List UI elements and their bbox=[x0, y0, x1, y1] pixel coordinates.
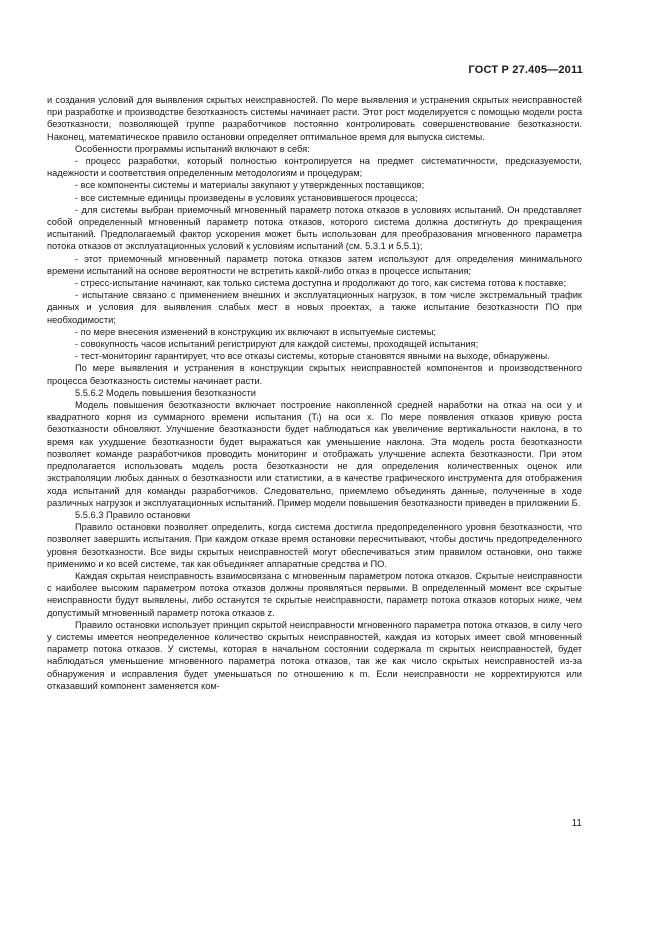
document-code: ГОСТ Р 27.405—2011 bbox=[468, 64, 583, 76]
section-heading: 5.5.6.3 Правило остановки bbox=[75, 509, 191, 520]
paragraph: Особенности программы испытаний включают в себя: bbox=[75, 143, 310, 154]
section-heading: 5.5.6.2 Модель повышения безотказности bbox=[75, 387, 256, 398]
paragraph: - тест-мониторинг гарантирует, что все отказы системы, которые становятся явными на выходе, обнаружены. bbox=[75, 351, 550, 362]
paragraph: Правило остановки позволяет определить, когда система достигла предопределенного уровня безотказности, что позволяет завершить испытания. При каждом отказе время остановки пересчитывают, чтобы достичь предопределенного уровня безотказности. Все виды скрытых неисправностей могут обеспечиваться этим правилом остановки, оно также применимо и ко всей системе, так как объединяет аппаратные средства и ПО. bbox=[47, 522, 582, 569]
page-body bbox=[47, 94, 582, 692]
page-number: 11 bbox=[571, 818, 582, 829]
paragraph: - совокупность часов испытаний регистрируют для каждой системы, проходящей испытания; bbox=[75, 339, 479, 350]
paragraph: - этот приемочный мгновенный параметр потока отказов затем используют для определения минимального времени испытаний на основе вероятности не встретить какой-либо отказ в процессе испытания; bbox=[47, 253, 582, 276]
paragraph: - процесс разработки, который полностью контролируется на предмет систематичности, предсказуемости, надежности и соответствия определенным методологиям и процедурам; bbox=[47, 156, 582, 179]
paragraph: - испытание связано с применением внешних и эксплуатационных нагрузок, в том числе экстремальный трафик данных и условия для выявления слабых мест в новых проектах, а также испытание безотказности ПО при необходимости; bbox=[47, 290, 582, 325]
paragraph: - для системы выбран приемочный мгновенный параметр потока отказов в условиях испытаний. Он представляет собой определенный мгновенный параметр потока отказов, которого система должна достигнуть до прекращения испытаний. Предполагаемый фактор ускорения может быть использован для преобразования мгновенного параметра потока отказов от эксплуатационных условий к условиям испытаний (см. 5.3.1 и 5.5.1); bbox=[47, 204, 582, 252]
paragraph: Правило остановки использует принцип скрытой неисправности мгновенного параметра потока отказов, в силу чего у системы имеется неопределенное количество скрытых неисправностей, каждая из которых имеет свой мгновенный параметр потока отказов. У системы, которая в начальном состоянии содержала m скрытых неисправностей, будет наблюдаться уменьшение мгновенного параметра потока отказов, так же как число скрытых неисправностей из-за обнаружения и исправления будет уменьшаться по отношению к m. Если неисправности не корректируются или отказавший компонент заменяется ком- bbox=[47, 619, 582, 691]
paragraph: Модель повышения безотказности включает построение накопленной средней наработки на отказ на оси y и квадратного корня из суммарного времени испытания (Tᵢ) на оси x. По мере появления отказов кривую роста безотказности обновляют. Улучшение безотказности будет наблюдаться как увеличение вертикальности наклона, в то время как ухудшение безотказности будет выражаться как уменьшение наклона. Эта модель роста безотказности позволяет команде разработчиков проводить мониторинг и отображать улучшение аспекта безотказности. При этом предполагается использовать модель роста безотказности не для определения количественных оценок или экстраполяции любых данных о безотказности или статистики, а в качестве графического инструмента для отображения хода испытаний для команды разработчиков. Следовательно, приемлемо объединять данные, полученные в ходе различных нагрузок и эксплуатационных испытаний. Пример модели повышения безотказности приведен в приложении Б. bbox=[47, 400, 582, 508]
paragraph: - стресс-испытание начинают, как только система доступна и продолжают до того, как система готова к поставке; bbox=[75, 278, 567, 289]
paragraph: и создания условий для выявления скрытых неисправностей. По мере выявления и устранения скрытых неисправностей при разработке и производстве безотказность системы начинает расти. Этот рост моделируется с помощью модели роста безотказности, позволяющей группе разработчиков постоянно контролировать совершенствование безотказности. Наконец, математическое правило остановки определяет оптимальное время для выпуска системы. bbox=[47, 95, 582, 142]
paragraph: - все системные единицы произведены в условиях установившегося процесса; bbox=[75, 192, 418, 203]
paragraph: - все компоненты системы и материалы закупают у утвержденных поставщиков; bbox=[75, 180, 425, 191]
paragraph: Каждая скрытая неисправность взаимосвязана с мгновенным параметром потока отказов. Скрытые неисправности с наиболее высоким параметром потока отказов должны проявляться первыми. В определенный момент все скрытые неисправности будут выявлены, либо останутся те скрытые неисправности, параметр потока отказов которых ниже, чем допустимый мгновенный параметр потока отказов z. bbox=[47, 570, 582, 618]
paragraph: По мере выявления и устранения в конструкции скрытых неисправностей компонентов и производственного процесса безотказность системы начинает расти. bbox=[47, 363, 582, 386]
paragraph: - по мере внесения изменений в конструкцию их включают в испытуемые системы; bbox=[75, 326, 436, 337]
